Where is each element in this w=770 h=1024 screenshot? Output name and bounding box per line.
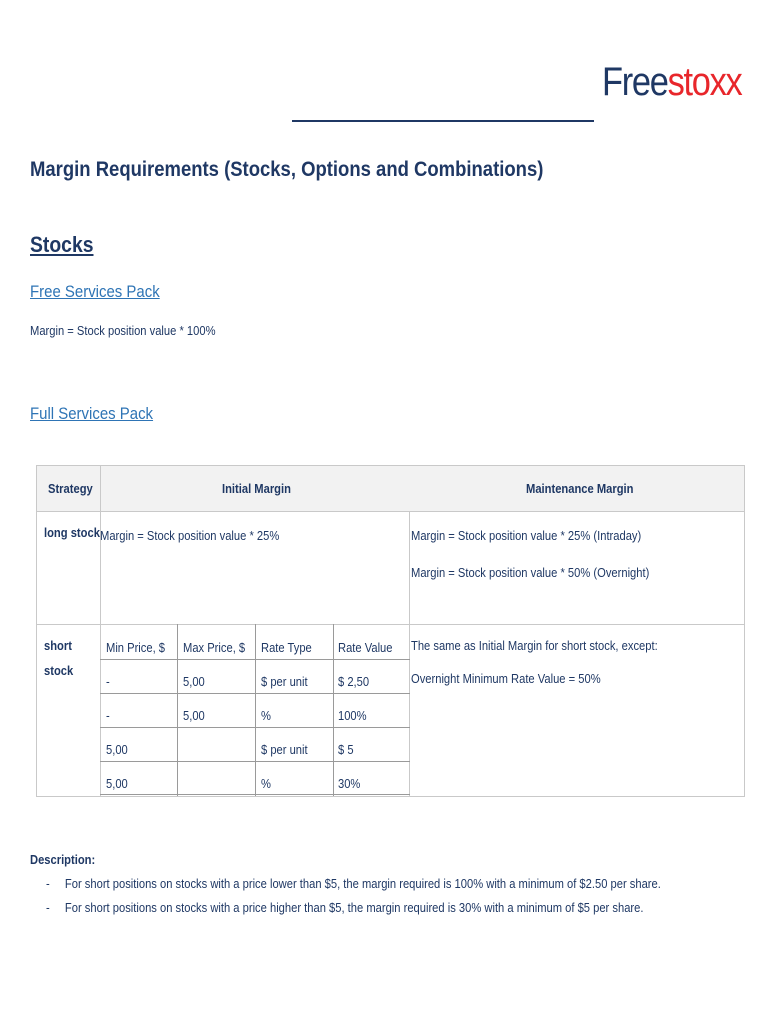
subheader-rate-type: Rate Type (261, 640, 312, 655)
description-item-text: For short positions on stocks with a price lower than $5, the margin required is 100% with a minimum of $2.50 per share. (64, 876, 661, 891)
free-pack-margin-formula: Margin = Stock position value * 100% (30, 323, 216, 338)
table-col-divider-2 (409, 511, 410, 797)
strategy-long-stock: long stock (44, 525, 100, 540)
header-initial-margin: Initial Margin (222, 481, 291, 496)
nested-grid-line (177, 624, 178, 796)
margin-table (36, 465, 745, 797)
short-row2-min-price: - (106, 708, 110, 723)
nested-grid-line (255, 624, 256, 796)
short-row2-max-price: 5,00 (183, 708, 205, 723)
short-row4-rate-value: 30% (338, 776, 361, 791)
header-maintenance-margin: Maintenance Margin (526, 481, 634, 496)
short-row1-rate-type: $ per unit (261, 674, 308, 689)
long-stock-initial-margin: Margin = Stock position value * 25% (100, 528, 280, 543)
short-row3-rate-type: $ per unit (261, 742, 308, 757)
long-stock-maintenance-overnight: Margin = Stock position value * 50% (Overnight) (411, 565, 650, 580)
short-row1-max-price: 5,00 (183, 674, 205, 689)
section-title-stocks: Stocks (30, 232, 94, 257)
bullet-dash: - (46, 900, 50, 915)
table-header-row (36, 465, 745, 511)
table-border-top (36, 465, 745, 466)
short-row2-rate-value: 100% (338, 708, 367, 723)
short-row2-rate-type: % (261, 708, 271, 723)
strategy-short-stock-line1: short (44, 638, 72, 653)
short-row4-rate-type: % (261, 776, 271, 791)
table-row-divider (36, 624, 745, 625)
description-label: Description: (30, 852, 96, 867)
full-services-pack-title: Full Services Pack (30, 404, 154, 423)
logo-text-free: Free (602, 60, 668, 104)
header-strategy: Strategy (48, 481, 93, 496)
bullet-dash: - (46, 876, 50, 891)
short-row3-rate-value: $ 5 (338, 742, 354, 757)
subheader-rate-value: Rate Value (338, 640, 393, 655)
document-title: Margin Requirements (Stocks, Options and Combinations) (30, 158, 544, 181)
subheader-min-price: Min Price, $ (106, 640, 166, 655)
header-rule (292, 120, 594, 122)
short-row3-min-price: 5,00 (106, 742, 128, 757)
short-row1-min-price: - (106, 674, 110, 689)
logo-text-stoxx: stoxx (667, 60, 742, 104)
table-border-bottom (36, 796, 745, 797)
freestoxx-logo (602, 62, 741, 102)
table-border-right (744, 465, 745, 797)
table-col-divider-1 (100, 465, 101, 797)
description-item-text: For short positions on stocks with a price higher than $5, the margin required is 30% with a minimum of $5 per share. (64, 900, 644, 915)
subheader-max-price: Max Price, $ (183, 640, 246, 655)
short-row1-rate-value: $ 2,50 (338, 674, 370, 689)
short-stock-overnight-minimum: Overnight Minimum Rate Value = 50% (411, 671, 601, 686)
free-services-pack-title: Free Services Pack (30, 282, 160, 301)
short-row4-min-price: 5,00 (106, 776, 128, 791)
strategy-short-stock-line2: stock (44, 663, 74, 678)
table-header-divider (36, 511, 745, 512)
nested-grid-line (333, 624, 334, 796)
short-stock-maintenance-note: The same as Initial Margin for short stock, except: (411, 638, 658, 653)
long-stock-maintenance-intraday: Margin = Stock position value * 25% (Intraday) (411, 528, 642, 543)
table-border-left (36, 465, 37, 797)
